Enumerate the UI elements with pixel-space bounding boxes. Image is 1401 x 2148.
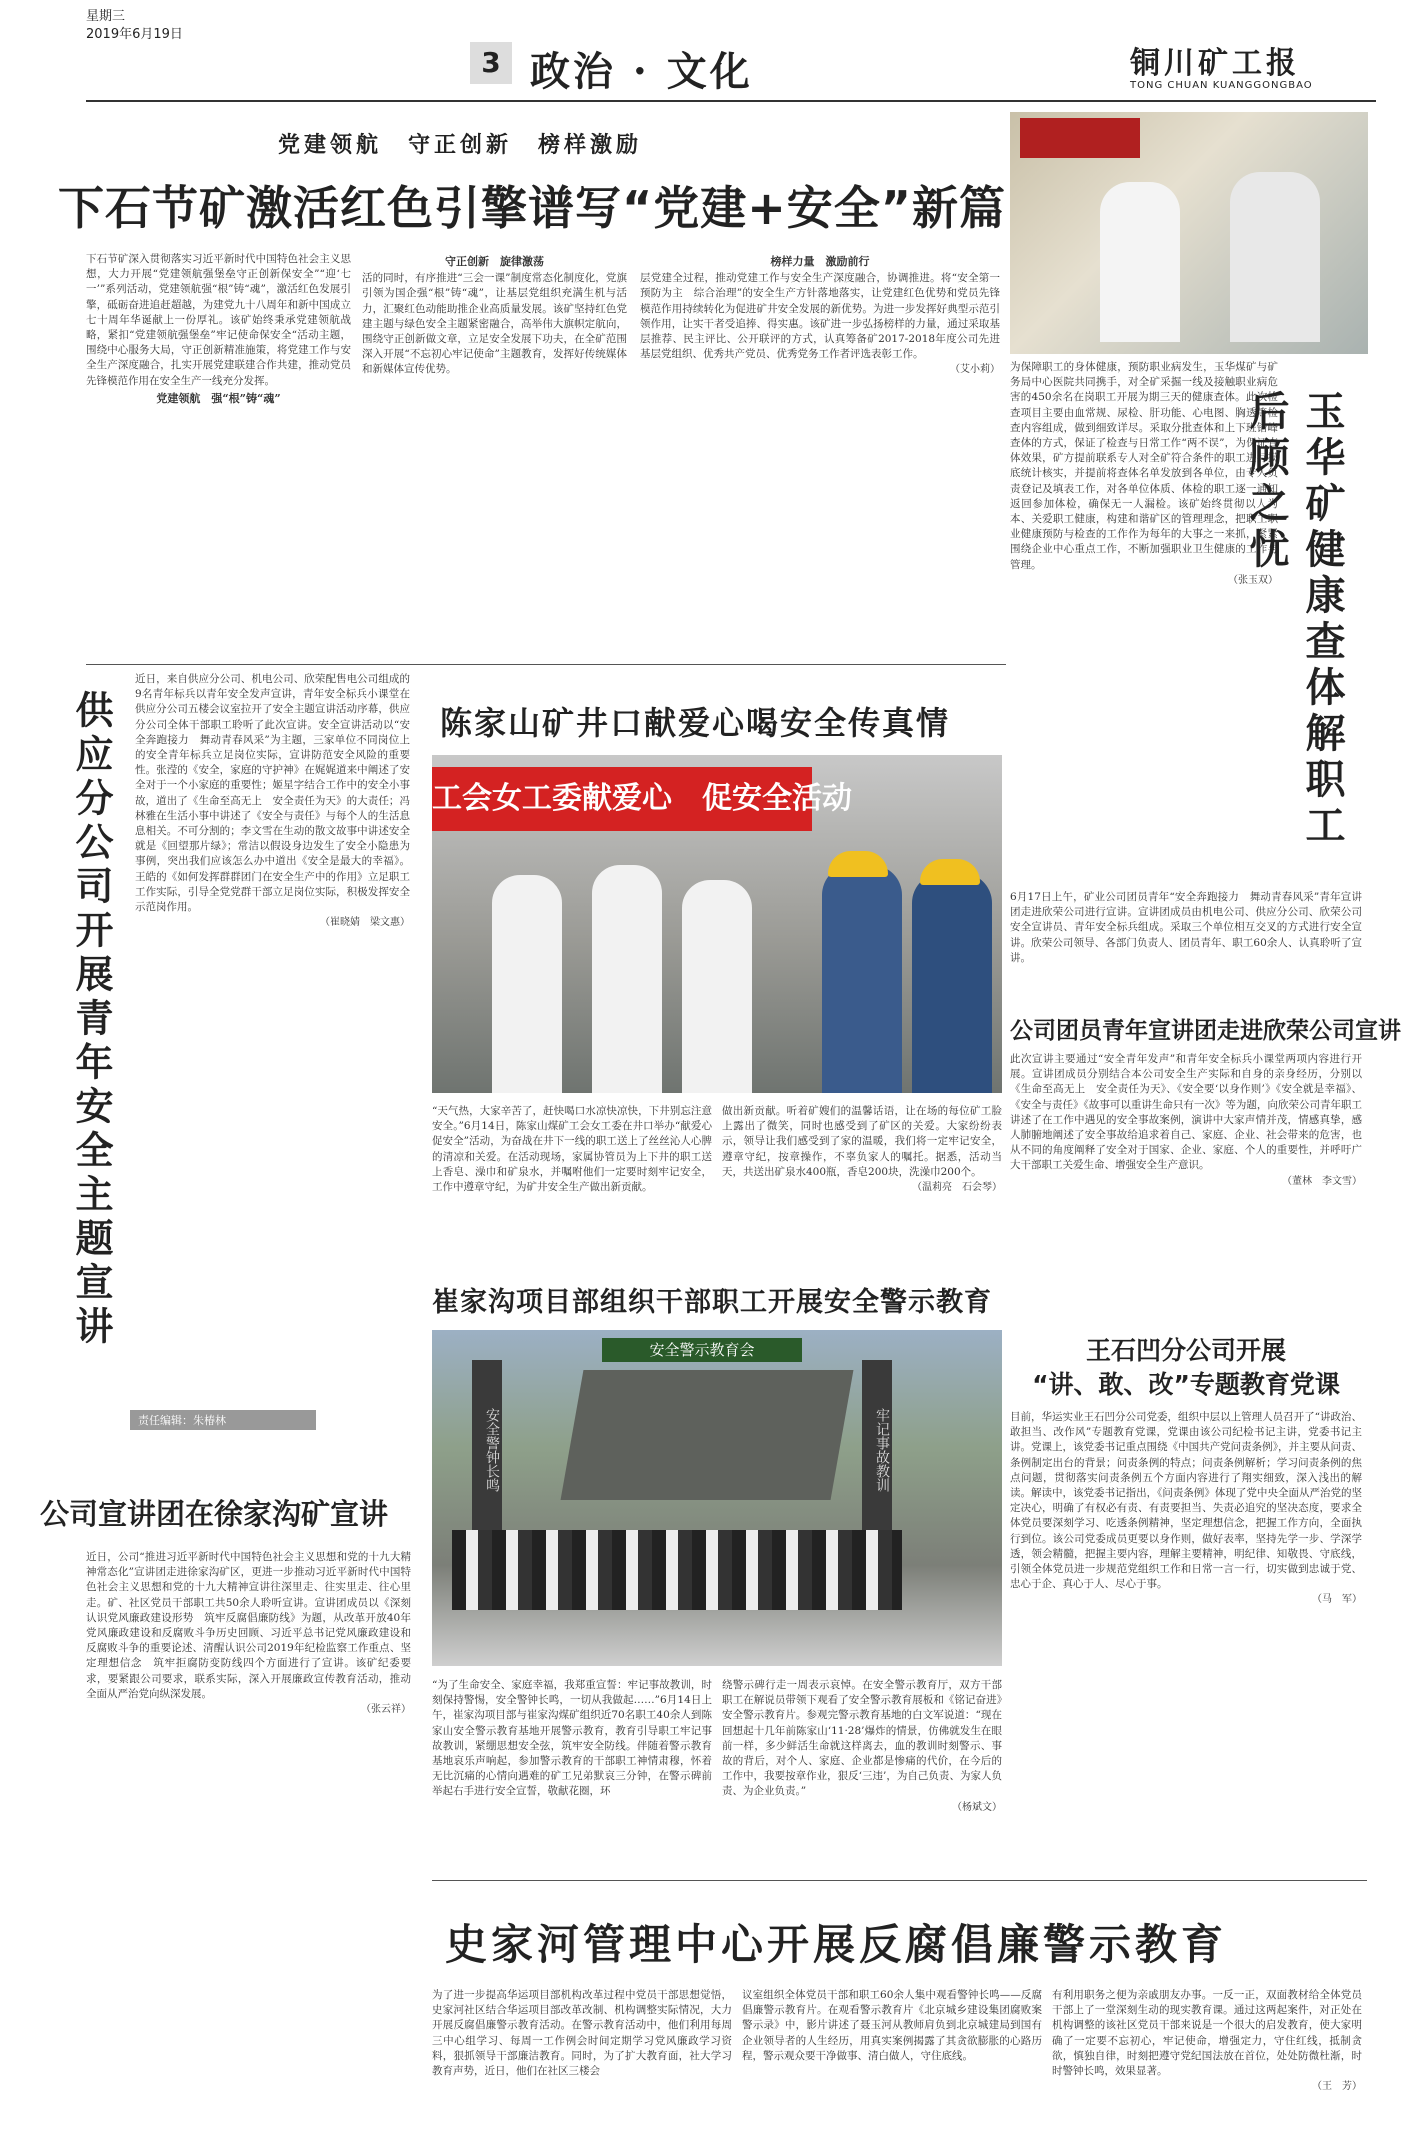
cuijiagou-headline: 崔家沟项目部组织干部职工开展安全警示教育 (432, 1287, 992, 1318)
supply-body: 近日，来自供应分公司、机电公司、欣荣配售电公司组成的9名青年标兵以青年安全发声宣讲，青年安全标兵小课堂在供应分公司五楼会议室拉开了安全主题宣讲活动序幕，供应分公司全体干部职工聆听了此次宣讲。安全宣讲活动以“安全奔跑接力 舞动青春风采”为主题，三家单位不同岗位上的安全青年标兵立足岗位实际，宣讲防范安全风险的重要性。张滢的《安全，家庭的守护神》在娓娓道来中阐述了安全对于一个小家庭的重要性；姬星字结合工作中的安全小事故，道出了《生命至高无上 安全责任为天》的大责任；冯林雅在生活小事中讲述了《安全与责任》与每个人的生活息息相关。不可分割的；李文雪在生动的散文故事中讲述安全就是《回望那片绿》；常洁以假设身边发生了安全小隐患为事例，突出我们应该怎么办中道出《安全是最大的幸福》。王皓的《如何发挥群群团门在安全生产中的作用》立足职工工作实际，引导全党党群干部立足岗位实际，积极发挥安全示范岗作用。 (135, 673, 410, 914)
lead-subhead-3: 榜样力量 激励前行 (770, 255, 870, 268)
miner-1 (822, 865, 902, 1093)
lead-kicker: 党建领航 守正创新 榜样激励 (277, 132, 642, 158)
xinrong-text-wrap (1010, 1052, 1362, 1314)
shijiahe-byline: （王 芳） (1312, 2081, 1362, 2093)
chenjiashan-banner: 工会女工委献爱心 促安全活动 (432, 767, 812, 831)
chenjiashan-text-b-wrap (722, 1104, 1002, 1252)
editor-credit: 责任编辑：朱椿林 (130, 1410, 316, 1430)
shijiahe-col-3: 有利用职务之便为亲戚朋友办事。一反一正，双面教材给全体党员干部上了一堂深刻生动的现实教育课。通过这两起案件，对正处在机构调整的该社区党员干部来说是一个很大的启发教育，使大家明确了一定要不忘初心，牢记使命，增强定力，守住红线，抵制贪欲，慎独自律，时刻把遵守党纪国法放在首位，处处防微杜渐，时时警钟长鸣，效果显著。 (1052, 1989, 1362, 2078)
page-number: 3 (470, 42, 512, 84)
lead-col-2 (362, 252, 627, 654)
cuijiagou-photo (432, 1330, 1002, 1666)
xujiagou-text: 近日，公司“推进习近平新时代中国特色社会主义思想和党的十九大精神常态化”宣讲团走进徐家沟矿区，更进一步推动习近平新时代中国特色社会主义思想和党的十九大精神宣讲往深里走、往实里走、往心里走。矿、社区党员干部职工共50余人聆听宣讲。宣讲团成员以《深刻认识党风廉政建设形势 筑牢反腐倡廉防线》为题，从改革开放40年党风廉政建设和反腐败斗争历史回顾、习近平总书记党风廉政建设和反腐败斗争的重要论述、清醒认识公司2019年纪检监察工作重点、坚定理想信念 筑牢拒腐防变防线四个方面进行了宣讲。该矿纪委要求，要紧跟公司要求，联系实际，深入开展廉政宣传教育活动，推动全面从严治党向纵深发展。 (86, 1551, 411, 1700)
supply-vertical-title: 供应分公司开展青年安全主题宣讲 (69, 690, 113, 1350)
wangshiao-byline: （马 军） (1312, 1594, 1362, 1606)
xinrong-intro: 6月17日上午，矿业公司团员青年“安全奔跑接力 舞动青春风采”青年宣讲团走进欣荣公司进行宣讲。宣讲团成员由机电公司、供应分公司、欣荣公司安全宣讲员、青年安全标兵组成。采取三个单位相互交叉的方式进行安全宣讲。欣荣公司领导、各部门负责人、团员青年、职工60余人、认真聆听了宣讲。 (1010, 891, 1362, 964)
masthead-date (86, 8, 183, 44)
cuijiagou-banner: 安全警示教育会 (602, 1338, 802, 1362)
cuijiagou-tablet-left: 安全警钟长鸣 (472, 1360, 502, 1540)
lead-col-1 (86, 252, 351, 654)
lead-subhead-2: 守正创新 旋律激荡 (445, 255, 544, 268)
lead-subhead-1: 党建领航 强“根”铸“魂” (156, 391, 281, 405)
cuijiagou-tablet-right: 牢记事故教训 (862, 1360, 892, 1540)
lead-col-1-text: 下石节矿深入贯彻落实习近平新时代中国特色社会主义思想，大力开展“党建领航强堡垒守正创新保安全”“迎‘七一’”系列活动，党建领航强“根”铸“魂”，激活红色发展引擎，砥砺奋进追赶超越，为建党九十八周年和新中国成立七十周年华诞献上一份厚礼。该矿始终秉承党建领航战略，紧扣“党建领航强堡垒”牢记使命保安全“活动主题，围绕中心服务大局，守正创新精准施策，将党建工作与安全生产深度融合，扎实开展党建联建合作共建，推动党员先锋模范作用在安全生产一线充分发挥。 (86, 253, 351, 387)
wangshiao-text: 目前，华运实业王石凹分公司党委，组织中层以上管理人员召开了“讲政治、敢担当、改作风”专题教育党课，党课由该公司纪检书记主讲，党委书记主讲。党课上，该党委书记重点围绕《中国共产党问责条例》，并主要从问责、条例制定出台的背景；问责条例的特点；问责条例解析；学习问责条例的焦点问题，贯彻落实问责条例五个方面内容进行了翔实细致，深入浅出的解读。解读中，该党委书记指出，《问责条例》体现了党中央全面从严治党的坚定决心，明确了有权必有责、有责要担当、失责必追究的坚决态度，要求全体党员要深刻学习、吃透条例精神，坚定理想信念，把握工作方向，全面执行到位。该公司党委成员更要以身作则，做好表率，坚持先学一步、学深学透，领会精髓，把握主要内容，理解主要精神，明纪律、知敬畏、守底线，引领全体党员进一步规范党组织工作和日常一言一行，切实做到忠诚于党、忠心于企、真心于人、尽心于事。 (1010, 1411, 1362, 1591)
doctor-figure (1100, 182, 1180, 342)
mid-rule (86, 664, 1006, 665)
xujiagou-byline: （张云祥） (361, 1704, 411, 1716)
paper-logo-en: TONG CHUAN KUANGGONGBAO (1130, 80, 1313, 91)
poster-shape (1020, 118, 1140, 158)
masthead-rule (86, 100, 1376, 102)
xujiagou-headline: 公司宣讲团在徐家沟矿宣讲 (40, 1497, 389, 1531)
wangshiao-headline-2: “讲、敢、改”专题教育党课 (1032, 1370, 1340, 1399)
xinrong-byline: （董林 李文雪） (1282, 1175, 1362, 1187)
wangshiao-text-wrap (1010, 1410, 1362, 1868)
wangshiao-headline (1010, 1334, 1362, 1402)
wangshiao-headline-1: 王石凹分公司开展 (1085, 1336, 1286, 1365)
memorial-stone (561, 1370, 854, 1500)
xujiagou-text-wrap (86, 1550, 411, 2070)
cuijiagou-text-a: “为了生命安全、家庭幸福，我郑重宣誓：牢记事故教训，时刻保持警惕，安全警钟长鸣，一切从我做起……”6月14日上午，崔家沟项目部与崔家沟煤矿组织近70名职工40余人到陈家山安全警示教育基地开展警示教育，教育引导职工牢记事故教训，紧绷思想安全弦，筑牢安全防线。伴随着警示教育基地哀乐声响起，参加警示教育的干部职工神情肃穆，怀着无比沉痛的心情向遇难的矿工兄弟默哀三分钟，在警示碑前举起右手进行安全宣誓，敬献花圈，环 (432, 1679, 712, 1798)
shijiahe-col-3-wrap (1052, 1988, 1362, 2138)
helmet-1 (828, 851, 888, 877)
helmet-2 (920, 859, 980, 885)
health-check-byline: （张玉双） (1228, 574, 1278, 586)
cuijiagou-byline: （杨斌文） (952, 1801, 1002, 1813)
cuijiagou-text-b-wrap (722, 1678, 1002, 1868)
chenjiashan-photo (432, 755, 1002, 1093)
section-title: 政治 · 文化 (530, 48, 753, 95)
lead-byline: （艾小莉） (950, 364, 1000, 376)
supply-byline: （崔晓婧 梁文惠） (320, 917, 410, 929)
volunteer-3 (682, 880, 752, 1093)
chenjiashan-text-a: “天气热，大家辛苦了，赶快喝口水凉快凉快，下井别忘注意安全。”6月14日，陈家山煤矿工会女工委在井口举办“献爱心 促安全”活动，为奋战在井下一线的职工送上了丝丝沁人心脾的清凉和关爱。在活动现场，家属协管员为上下井的职工送上香皂、澡巾和矿泉水，并嘱咐他们一定要时刻牢记安全，工作中遵章守纪，为矿井安全生产做出新贡献。 (432, 1105, 723, 1194)
chenjiashan-headline: 陈家山矿井口献爱心喝安全传真情 (440, 704, 951, 742)
lead-col-3-text: 层党建全过程，推动党建工作与安全生产深度融合，协调推进。将“安全第一 预防为主 综合治理”的安全生产方针落地落实，让党建红色优势和党员先锋模范作用持续转化为促进矿井安全发展的新优势。为进一步发挥好典型示范引领作用，让实干者受追捧、得实惠。该矿进一步弘扬榜样的力量，通过采取基层推荐、民主评比、公开联评的方式，认真筹备矿2017-2018年度公司先进基层党组织、优秀共产党员、优秀党务工作者评选表彰工作。 (640, 272, 1011, 361)
volunteer-1 (492, 875, 562, 1093)
shijiahe-headline: 史家河管理中心开展反腐倡廉警示教育 (445, 1920, 1228, 1969)
chenjiashan-byline: （温莉亮 石会琴） (912, 1182, 1002, 1194)
crowd (452, 1530, 902, 1610)
lead-col-3 (640, 252, 1011, 654)
date: 2019年6月19日 (86, 27, 183, 42)
health-check-vertical-title: 玉华矿健康查体解职工后顾之忧 (1243, 390, 1345, 850)
lead-headline: 下石节矿激活红色引擎谱写“党建+安全”新篇 (58, 181, 1007, 235)
chenjiashan-text-b: 做出新贡献。听着矿嫂们的温馨话语，让在场的每位矿工脸上露出了微笑，同时也感受到了矿区的关爱。大家纷纷表示，领导让我们感受到了家的温暖，我们将一定牢记安全，遵章守纪，按章操作，不辜负家人的嘱托。据悉，活动当天，共送出矿泉水400瓶，香皂200块，洗澡巾200个。 (722, 1105, 1002, 1178)
health-check-photo (1010, 112, 1368, 354)
supply-text (135, 672, 410, 1372)
miner-2 (912, 873, 992, 1093)
bottom-rule (432, 1880, 1367, 1881)
xinrong-headline: 公司团员青年宣讲团走进欣荣公司宣讲 (1010, 1018, 1401, 1044)
cuijiagou-text-b: 绕警示碑行走一周表示哀悼。在安全警示教育厅，双方干部职工在解说员带领下观看了安全警示教育展板和《铭记奋进》安全警示教育片。参观完警示教育基地的白文军说道：“现在回想起十几年前陈家山‘11·28’爆炸的情景，仿佛就发生在眼前一样，多少鲜活生命就这样离去，血的教训时刻警示、事故的背后，对个人、家庭、企业都是惨痛的代价，在今后的工作中，我要按章作业，狠反‘三违’，为自己负责、为家人负责、为企业负责。” (722, 1679, 1002, 1798)
xinrong-text: 此次宣讲主要通过“安全青年发声”和青年安全标兵小课堂两项内容进行开展。宣讲团成员分别结合本公司安全生产实际和自身的亲身经历，分别以《生命至高无上 安全责任为天》、《安全要‘以身作则’》《安全就是幸福》、《安全与责任》《故事可以重讲生命只有一次》等为题，向欣荣公司青年职工讲述了在工作中遇见的安全事故案例，演讲中大家声情并茂，情感真挚，感人肺腑地阐述了安全事故给追求着自己、家庭、企业、社会带来的危害，也从不同的角度阐释了安全对于国家、企业、家庭、个人的重要性，并呼吁广大干部职工关爱生命、增强安全生产意识。 (1010, 1053, 1362, 1172)
shijiahe-col-2: 议室组织全体党员干部和职工60余人集中观看警钟长鸣——反腐倡廉警示教育片。在观看警示教育片《北京城乡建设集团腐败案警示录》中，影片讲述了聂玉河从教师肩负到北京城建局到国有企业领导者的人生经历，用真实案例揭露了其贪欲膨胀的心路历程，警示观众要干净做事、清白做人，守住底线。 (742, 1989, 1042, 2062)
volunteer-2 (592, 865, 662, 1093)
lead-col-2-text: 活的同时，有序推进“三会一课”制度常态化制度化，党旗引领为国企强“根”铸“魂”，让基层党组织充满生机与活力，汇聚红色动能助推企业高质量发展。该矿坚持红色党建主题与绿色安全主题紧密融合，高举伟大旗帜定航向，围绕守正创新做文章，立足安全发展下功夫，在全矿范围深入开展“不忘初心牢记使命”主题教育，发挥好传统媒体和新媒体宣传优势。 (362, 272, 627, 376)
worker-figure (1230, 172, 1320, 342)
shijiahe-col-1: 为了进一步提高华运项目部机构改革过程中党员干部思想觉悟，史家河社区结合华运项目部改革改制、机构调整实际情况，大力开展反腐倡廉警示教育活动。在警示教育活动中，他们利用每周三中心组学习、每周一工作例会时间定期学习党风廉政学习资料，狠抓领导干部廉洁教育。同时，为了扩大教育面，社大学习教育声势，近日，他们在社区三楼会 (432, 1989, 732, 2078)
paper-logo: 铜川矿工报 (1130, 46, 1300, 81)
weekday: 星期三 (86, 9, 126, 24)
health-check-body: 为保障职工的身体健康，预防职业病发生，玉华煤矿与矿务局中心医院共同携手，对全矿采掘一线及接触职业病危害的450余名在岗职工开展为期三天的健康查体。此次检查项目主要由血常规、尿检、肝功能、心电图、胸透等检查内容组成，做到细致详尽。采取分批查体和上下班错峰查体的方式，保证了检查与日常工作“两不误”，为保证查体效果，矿方提前联系专人对全矿符合条件的职工进行摸底统计核实，并提前将查体名单发放到各单位，由专人负责登记及填表工作，对各单位体质、体检的职工逐一通知返回参加体检，确保无一人漏检。该矿始终贯彻以人为本、关爱职工健康，构建和谐矿区的管理理念，把职工职业健康预防与检查的工作作为每年的大事之一来抓，紧紧围绕企业中心重点工作，不断加强职业卫生健康的工作与管理。 (1010, 361, 1278, 571)
